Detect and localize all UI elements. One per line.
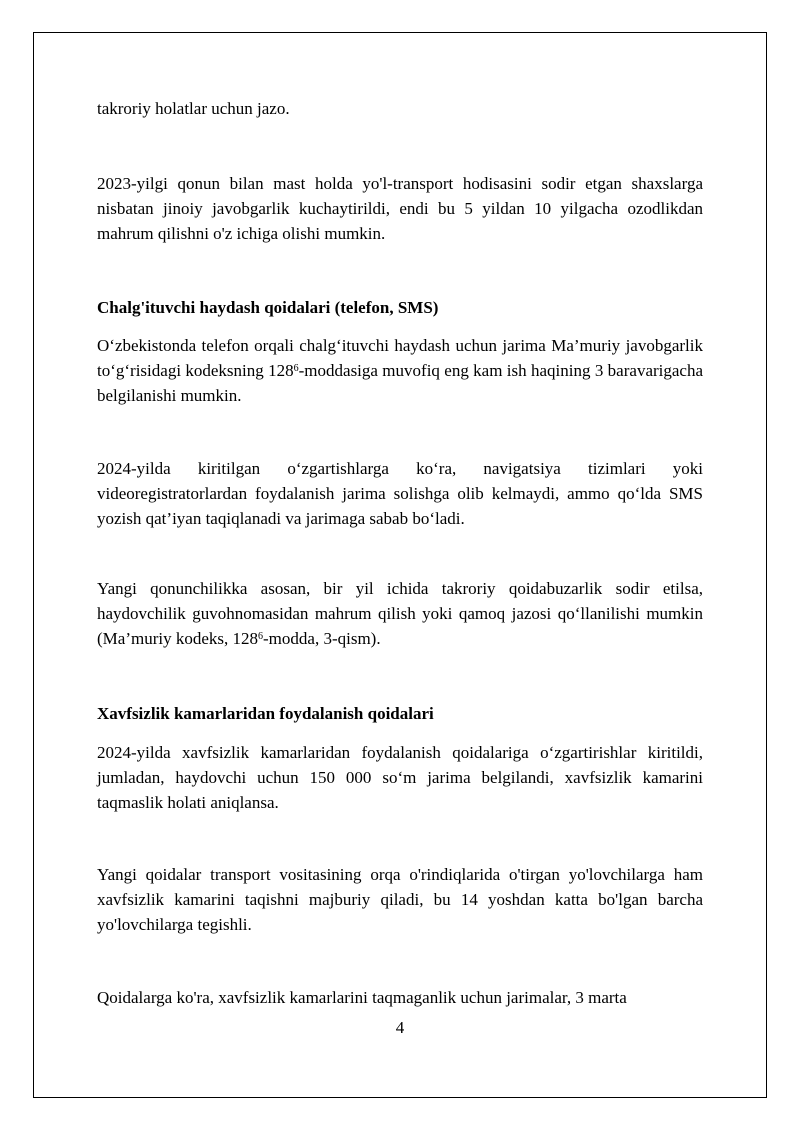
paragraph-seatbelt-fine: 2024-yilda xavfsizlik kamarlaridan foydalanish qoidalariga o‘zgartirishlar kiritildi, jumladan, haydovchi uchun 150 000 so‘m jarima belgilandi, xavfsizlik kamarini taqmaslik holati aniqlansa.	[97, 743, 703, 812]
paragraph-rear-passengers: Yangi qoidalar transport vositasining orqa o'rindiqlarida o'tirgan yo'lovchilarga ham xavfsizlik kamarini taqishni majburiy qiladi, bu 14 yoshdan katta bo'lgan barcha yo'lovchilarga tegishli.	[97, 865, 703, 934]
paragraph-text-before: Yangi qonunchilikka asosan, bir yil ichida takroriy qoidabuzarlik sodir etilsa, haydovchilik guvohnomasidan mahrum qilish yoki qamoq jazosi qo‘llanilishi mumkin (Ma’muriy kodeks, 128	[97, 579, 703, 648]
paragraph-phone-fine	[97, 333, 703, 408]
paragraph-text-before: O‘zbekistonda telefon orqali chalg‘ituvchi haydash uchun jarima Ma’muriy javobgarlik to‘g‘risidagi kodeksning 128	[97, 336, 703, 380]
paragraph-text-after: -modda, 3-qism).	[263, 629, 381, 648]
superscript-article-number: 6	[258, 631, 264, 642]
paragraph-2024-changes: 2024-yilda kiritilgan o‘zgartishlarga ko‘ra, navigatsiya tizimlari yoki videoregistratorlardan foydalanish jarima solishga olib kelmaydi, ammo qo‘lda SMS yozish qat’iyan taqiqlanadi va jarimaga sabab bo‘ladi.	[97, 459, 703, 528]
paragraph-penalties: Qoidalarga ko'ra, xavfsizlik kamarlarini taqmaganlik uchun jarimalar, 3 marta	[97, 988, 627, 1007]
paragraph-drunk-driving: 2023-yilgi qonun bilan mast holda yo'l-transport hodisasini sodir etgan shaxslarga nisbatan jinoiy javobgarlik kuchaytirildi, endi bu 5 yildan 10 yilgacha ozodlikdan mahrum qilishni o'z ichiga olishi mumkin.	[97, 174, 703, 243]
heading-distracted-driving: Chalg'ituvchi haydash qoidalari (telefon, SMS)	[97, 298, 439, 317]
paragraph-repeat-violation	[97, 576, 703, 651]
heading-seat-belts: Xavfsizlik kamarlaridan foydalanish qoidalari	[97, 704, 434, 723]
page-number: 4	[395, 1018, 405, 1037]
paragraph-continuation: takroriy holatlar uchun jazo.	[97, 99, 290, 118]
paragraph-text-after: -moddasiga muvofiq eng kam ish haqining 3 baravarigacha belgilanishi mumkin.	[97, 361, 704, 405]
superscript-article-number: 6	[293, 363, 299, 374]
